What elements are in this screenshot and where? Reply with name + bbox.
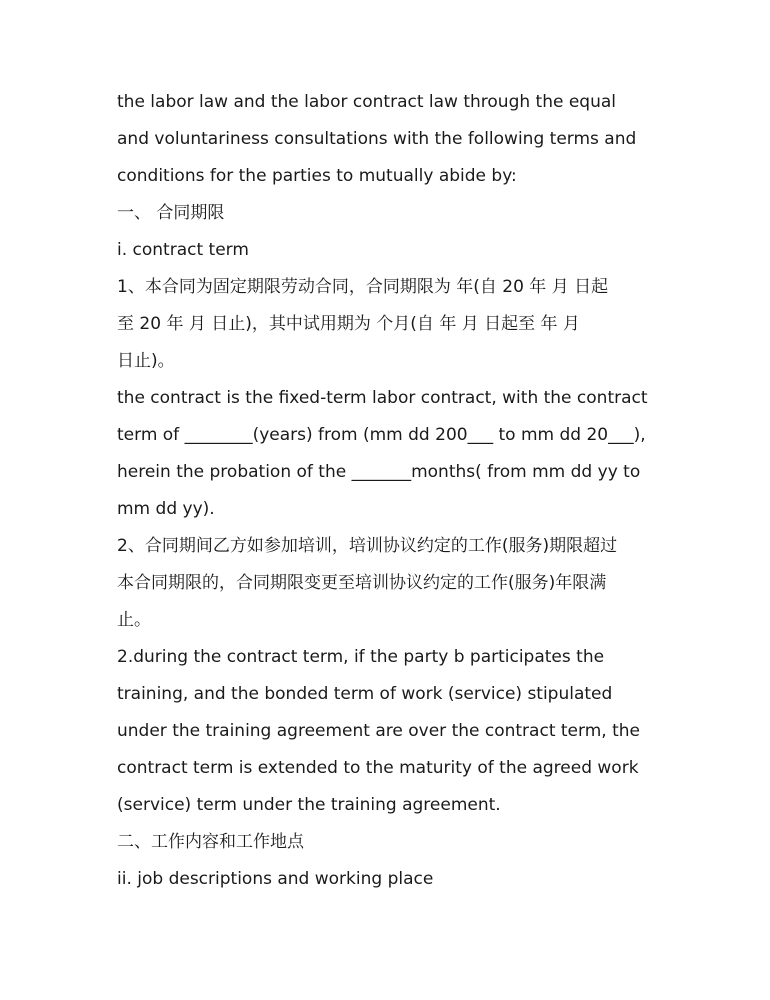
clause-line-en: the contract is the fixed-term labor contract, with the contract (117, 388, 648, 408)
clause-line-cn: 止。 (117, 610, 151, 630)
clause-line-en: contract term is extended to the maturity of the agreed work (117, 758, 639, 778)
section-heading-cn: 一、 合同期限 (117, 203, 225, 223)
clause-line-en: (service) term under the training agreement. (117, 795, 501, 815)
section-heading-cn: 二、工作内容和工作地点 (117, 832, 304, 852)
paragraph-line: the labor law and the labor contract law through the equal (117, 92, 617, 112)
clause-line-en: term of ________(years) from (mm dd 200___ to mm dd 20___), (117, 425, 646, 445)
clause-line-en: under the training agreement are over the contract term, the (117, 721, 640, 741)
paragraph-line: conditions for the parties to mutually abide by: (117, 166, 517, 186)
clause-line-cn: 本合同期限的，合同期限变更至培训协议约定的工作(服务)年限满 (117, 573, 607, 593)
clause-line-cn: 至 20 年 月 日止)，其中试用期为 个月(自 年 月 日起至 年 月 (117, 314, 580, 334)
clause-line-en: 2.during the contract term, if the party b participates the (117, 647, 605, 667)
clause-line-cn: 日止)。 (117, 351, 175, 371)
clause-line-cn: 1、本合同为固定期限劳动合同，合同期限为 年(自 20 年 月 日起 (117, 277, 609, 297)
document-body (117, 84, 662, 898)
clause-line-en: herein the probation of the _______months( from mm dd yy to (117, 462, 641, 482)
section-heading-en: i. contract term (117, 240, 249, 260)
section-heading-en: ii. job descriptions and working place (117, 869, 434, 889)
clause-line-cn: 2、合同期间乙方如参加培训，培训协议约定的工作(服务)期限超过 (117, 536, 618, 556)
clause-line-en: training, and the bonded term of work (service) stipulated (117, 684, 613, 704)
paragraph-line: and voluntariness consultations with the following terms and (117, 129, 637, 149)
clause-line-en: mm dd yy). (117, 499, 215, 519)
